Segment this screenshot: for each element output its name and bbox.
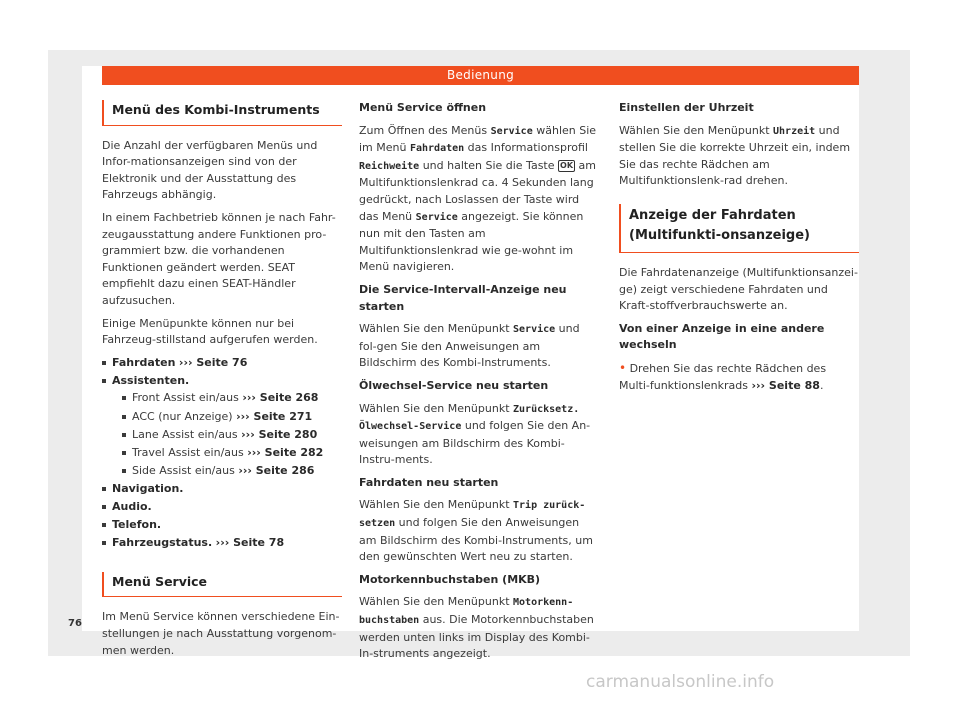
subheading: Ölwechsel-Service neu starten [359,378,549,392]
page-link[interactable]: ››› Seite 88 [751,378,820,392]
page-link[interactable]: ››› Seite 282 [247,445,324,459]
paragraph: Im Menü Service können verschiedene Ein-stellungen je nach Ausstattung vorgenom-men werden. [102,610,340,657]
subheading: Einstellen der Uhrzeit [619,101,754,114]
paragraph: • Drehen Sie das rechte Rädchen des Multi-funktionslenkrads ››› Seite 88. [619,360,827,392]
list-item: Audio. [102,499,342,516]
list-item: ACC (nur Anzeige) ››› Seite 271 [112,409,342,426]
page-link[interactable]: ››› Seite 268 [242,391,319,405]
sub-list [112,390,342,479]
subheading: Die Service-Intervall-Anzeige neu starten [359,282,567,313]
page-link[interactable]: ››› Seite 76 [178,355,248,369]
paragraph: In einem Fachbetrieb können je nach Fahr-zeugausstattung andere Funktionen pro-grammiert bzw. die vorhandenen Funktionen geändert werden. SEAT empfiehlt dazu einen SEAT-Händler aufzusuchen. [102,210,336,307]
paragraph: Wählen Sie den Menüpunkt Service und fol-gen Sie den Anweisungen am Bildschirm des Kombi-Instruments. [359,322,580,370]
column-1 [102,100,342,665]
paragraph: Die Fahrdatenanzeige (Multifunktionsanzei-ge) zeigt verschiedene Fahrdaten und Kraft-stoffverbrauchswerte an. [619,265,858,313]
subheading: Fahrdaten neu starten [359,475,499,489]
heading-fahrdaten: Anzeige der Fahrdaten (Multifunkti-onsanzeige) [619,204,859,253]
paragraph: Die Anzahl der verfügbaren Menüs und Infor-mationsanzeigen sind von der Elektronik und der Ausstattung des Fahrzeugs abhängig. [102,138,318,202]
paragraph: Wählen Sie den Menüpunkt Trip zurück-setzen und folgen Sie den Anweisungen am Bildschirm des Kombi-Instruments, um den gewünschten Wert neu zu starten. [359,498,593,564]
subheading: Motorkennbuchstaben (MKB) [359,572,541,586]
list-item: Side Assist ein/aus ››› Seite 286 [112,463,342,480]
paragraph: Wählen Sie den Menüpunkt Uhrzeit und stellen Sie die korrekte Uhrzeit ein, indem Sie das rechte Rädchen am Multifunktionslenk-rad drehen. [619,123,851,188]
page-link[interactable]: ››› Seite 286 [238,463,315,477]
paragraph: Einige Menüpunkte können nur bei Fahrzeug-stillstand aufgerufen werden. [102,316,318,347]
paragraph: Zum Öffnen des Menüs Service wählen Sie im Menü Fahrdaten das Informationsprofil Reichweite und halten Sie die Taste OK am Multifunktionslenkrad ca. 4 Sekunden lang gedrückt, nach Loslassen der Taste wird das Menü Service angezeigt. Sie können nun mit den Tasten am Multifunktionslenkrad wie ge-wohnt im Menü navigieren. [359,123,597,274]
ok-key-icon: OK [560,160,574,170]
list-item: Telefon. [102,517,342,534]
list-item: Navigation. [102,481,342,498]
page-link[interactable]: ››› Seite 271 [236,409,313,423]
paragraph: Wählen Sie den Menüpunkt Zurücksetz. Ölwechsel-Service und folgen Sie den An-weisungen am Bildschirm des Kombi-Instru-ments. [359,401,591,467]
heading-kombi-menu: Menü des Kombi-Instruments [102,100,342,126]
menu-list [102,355,342,552]
bullet-icon: • [619,360,627,375]
paragraph: Wählen Sie den Menüpunkt Motorkenn-buchstaben aus. Die Motorkennbuchstaben werden unten links im Display des Kombi-In-struments angezeigt. [359,595,594,661]
subheading: Von einer Anzeige in eine andere wechseln [619,321,825,352]
list-item: Front Assist ein/aus ››› Seite 268 [112,390,342,407]
list-item: Fahrdaten ››› Seite 76 [102,355,342,372]
list-item: Lane Assist ein/aus ››› Seite 280 [112,427,342,444]
column-2 [359,100,599,669]
list-item: Fahrzeugstatus. ››› Seite 78 [102,535,342,552]
page-link[interactable]: ››› Seite 280 [241,427,318,441]
list-item: Travel Assist ein/aus ››› Seite 282 [112,445,342,462]
page-link[interactable]: ››› Seite 78 [215,536,285,550]
list-item: Assistenten. Front Assist ein/aus ››› Seite 268 ACC (nur Anzeige) ››› Seite 271 Lane Assist ein/aus ››› Seite 280 Travel Assist ein/aus ››› Seite 282 Side Assist ein/aus ››› Seite 286 [102,373,342,480]
subheading: Menü Service öffnen [359,101,487,114]
column-3 [619,100,859,400]
heading-menu-service: Menü Service [102,572,342,598]
page-number: 76 [68,618,82,629]
watermark: carmanualsonline.info [586,672,775,692]
section-header: Bedienung [102,66,859,85]
